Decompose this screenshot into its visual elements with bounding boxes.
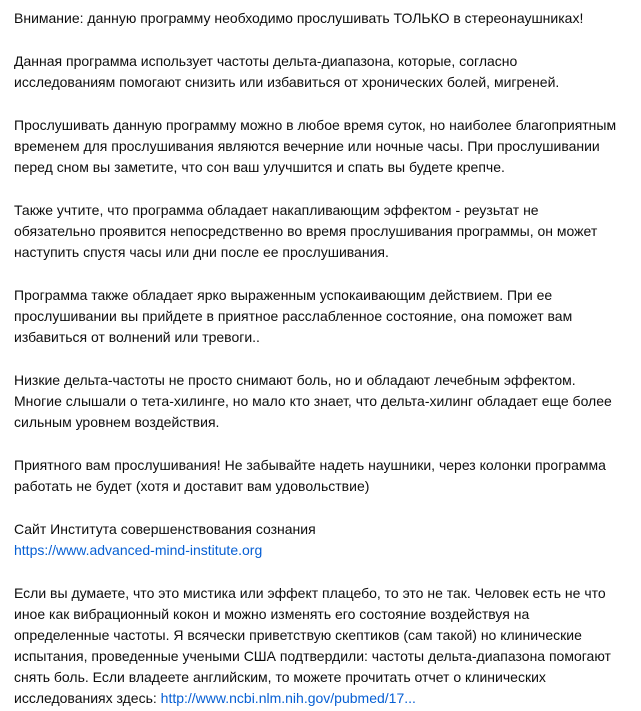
institute-link[interactable]: https://www.advanced-mind-institute.org — [14, 542, 263, 558]
description-paragraph-frequencies: Данная программа использует частоты дельта-диапазона, которые, согласно исследованиям помогают снизить или избавиться от хронических болей, мигреней. — [14, 53, 560, 90]
description-paragraph-enjoy: Приятного вам прослушивания! Не забывайте надеть наушники, через колонки программа работать не будет (хотя и доставит вам удовольствие) — [14, 457, 606, 494]
description-paragraph-delta-healing: Низкие дельта-частоты не просто снимают боль, но и обладают лечебным эффектом. Многие слышали о тета-хилинге, но мало кто знает, что дельта-хилинг обладает еще более сильным уровнем воздействия. — [14, 372, 612, 430]
pubmed-link[interactable]: http://www.ncbi.nlm.nih.gov/pubmed/17... — [160, 690, 416, 706]
description-institute-block — [14, 519, 634, 561]
description-paragraph-listening-time: Прослушивать данную программу можно в любое время суток, но наиболее благоприятным временем для прослушивания являются вечерние или ночные часы. При прослушивании перед сном вы заметите, что сон ваш улучшится и спать вы будете крепче. — [14, 117, 617, 175]
description-paragraph-calming: Программа также обладает ярко выраженным успокаивающим действием. При ее прослушивании вы прийдете в приятное расслабленное состояние, она поможет вам избавиться от волнений или тревоги.. — [14, 287, 573, 345]
description-paragraph-skeptics — [14, 583, 634, 709]
description-paragraph-cumulative-effect: Также учтите, что программа обладает накапливающим эффектом - реузьтат не обязательно проявится непосредственно во время прослушивания программы, он может наступить спустя часы или дни после ее прослушивания. — [14, 202, 598, 260]
skeptics-text: Если вы думаете, что это мистика или эффект плацебо, то это не так. Человек есть не что иное как вибрационный кокон и можно изменять его состояние воздействуя на определенные частоты. Я всячески приветствую скептиков (сам такой) но клинические испытания, проведенные учеными США подтвердили: частоты дельта-диапазона помогают снять боль. Если владеете английским, то можете прочитать отчет о клинических исследованиях здесь: — [14, 585, 611, 706]
institute-label: Сайт Института совершенствования сознания — [14, 521, 316, 537]
description-warning: Внимание: данную программу необходимо прослушивать ТОЛЬКО в стереонаушниках! — [14, 10, 584, 26]
